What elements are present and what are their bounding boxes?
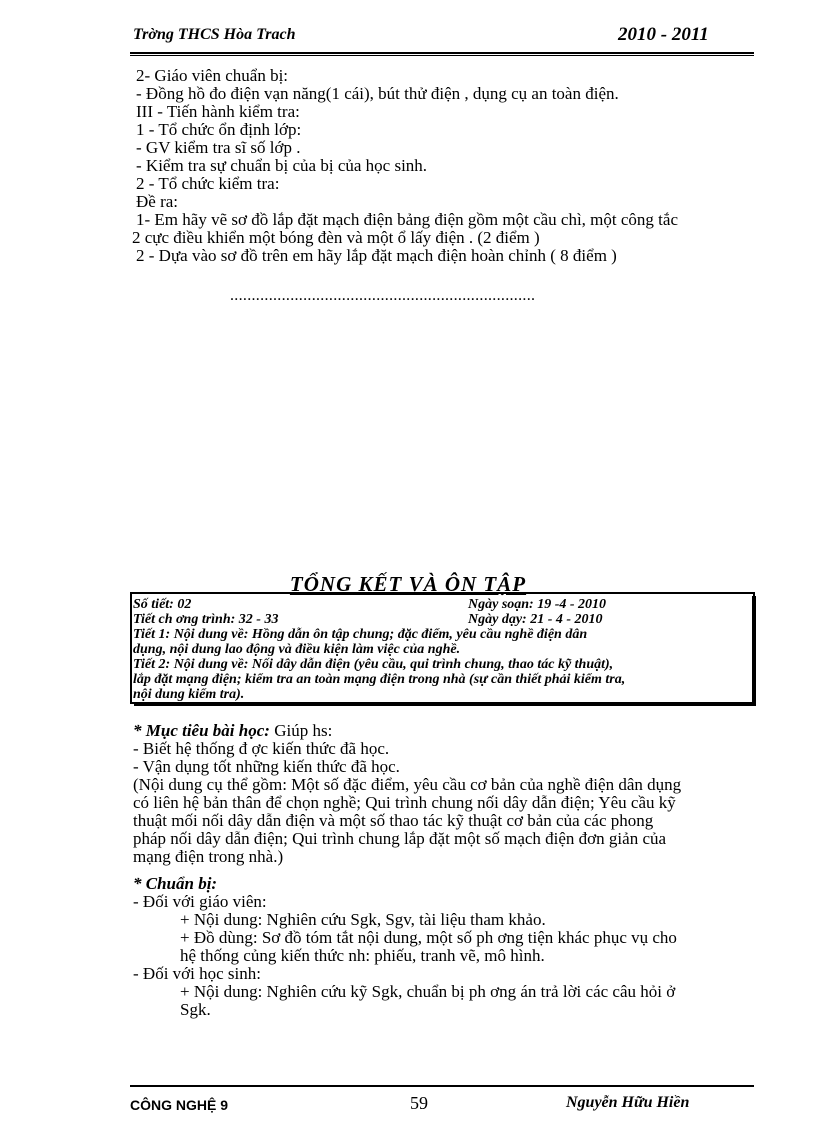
teacher-tools-1: + Đồ dùng: Sơ đồ tóm tắt nội dung, một số ph ơng tiện khác phục vụ cho bbox=[180, 928, 677, 947]
student-content-2: Sgk. bbox=[180, 1000, 211, 1019]
objective-line-4: có liên hệ bản thân để chọn nghề; Qui trình chung nối dây dẫn điện; Yêu cầu kỹ bbox=[133, 793, 676, 812]
tiet-chuong-trinh: Tiết ch ơng trình: 32 - 33 bbox=[133, 612, 279, 627]
objectives-heading-tail: Giúp hs: bbox=[269, 721, 333, 740]
tiet1-line-1: Tiết 1: Nội dung về: Hồng dẫn ôn tập chung; đặc điểm, yêu cầu nghề điện dân bbox=[133, 627, 588, 642]
ngay-day: Ngày dạy: 21 - 4 - 2010 bbox=[468, 612, 603, 627]
tiet2-line-3: nội dung kiểm tra). bbox=[133, 687, 245, 702]
objective-line-3: (Nội dung cụ thể gồm: Một số đặc điểm, yêu cầu cơ bản của nghề điện dân dụng bbox=[133, 775, 682, 794]
student-label: - Đối với học sinh: bbox=[133, 964, 261, 983]
teacher-content: + Nội dung: Nghiên cứu Sgk, Sgv, tài liệu tham khảo. bbox=[180, 910, 546, 929]
lesson-title: TỔNG KẾT VÀ ÔN TẬP bbox=[289, 572, 527, 596]
objectives-heading-line bbox=[133, 722, 332, 740]
ngay-soan: Ngày soạn: 19 -4 - 2010 bbox=[468, 597, 607, 612]
top-line-1: 2- Giáo viên chuẩn bị: bbox=[136, 66, 289, 85]
objective-line-1: - Biết hệ thống đ ợc kiến thức đã học. bbox=[133, 739, 390, 758]
tiet2-line-2: lắp đặt mạng điện; kiểm tra an toàn mạng điện trong nhà (sự cần thiết phải kiểm tra, bbox=[133, 672, 626, 687]
so-tiet: Số tiết: 02 bbox=[133, 597, 192, 612]
page-number: 59 bbox=[410, 1093, 428, 1113]
objective-line-6: pháp nối dây dẫn điện; Qui trình chung lắp đặt một số mạch điện đơn giản của bbox=[133, 829, 667, 848]
separator-dots: ....................................................................... bbox=[230, 287, 536, 304]
header-rule bbox=[130, 52, 754, 54]
top-line-2: - Đồng hồ đo điện vạn năng(1 cái), bút thử điện , dụng cụ an toàn điện. bbox=[136, 84, 619, 103]
tiet1-line-2: dụng, nội dung lao động và điều kiện làm việc của nghề. bbox=[133, 642, 461, 657]
top-line-7: 2 - Tổ chức kiểm tra: bbox=[136, 174, 280, 193]
top-line-6: - Kiểm tra sự chuẩn bị của bị của học sinh. bbox=[136, 156, 428, 175]
objective-line-7: mạng điện trong nhà.) bbox=[133, 847, 284, 866]
top-line-9: 1- Em hãy vẽ sơ đồ lắp đặt mạch điện bảng điện gồm một cầu chì, một công tắc bbox=[136, 210, 678, 229]
footer-author: Nguyễn Hữu Hiền bbox=[566, 1094, 690, 1111]
tiet2-line-1: Tiết 2: Nội dung về: Nối dây dẫn điện (yêu cầu, qui trình chung, thao tác kỹ thuật), bbox=[133, 657, 614, 672]
objective-line-2: - Vận dụng tốt những kiến thức đã học. bbox=[133, 757, 400, 776]
top-line-3: III - Tiến hành kiểm tra: bbox=[136, 102, 300, 121]
top-line-5: - GV kiểm tra sĩ số lớp . bbox=[136, 138, 301, 157]
header-rule-thin bbox=[130, 55, 754, 56]
footer-subject: CÔNG NGHỆ 9 bbox=[130, 1097, 229, 1113]
objective-line-5: thuật mối nối dây dẫn điện và một số thao tác kỹ thuật cơ bản của các phong bbox=[133, 811, 654, 830]
header-school: Trờng THCS Hòa Trach bbox=[133, 26, 296, 43]
objectives-heading: * Mục tiêu bài học: bbox=[133, 721, 270, 740]
teacher-tools-2: hệ thống củng kiến thức nh: phiếu, tranh vẽ, mô hình. bbox=[180, 946, 545, 965]
top-line-10: 2 cực điều khiển một bóng đèn và một ổ lấy điện . (2 điểm ) bbox=[132, 228, 540, 247]
footer-rule bbox=[130, 1085, 754, 1087]
preparation-heading: * Chuẩn bị: bbox=[133, 874, 218, 893]
top-line-11: 2 - Dựa vào sơ đồ trên em hãy lắp đặt mạch điện hoàn chỉnh ( 8 điểm ) bbox=[136, 246, 617, 265]
student-content-1: + Nội dung: Nghiên cứu kỹ Sgk, chuẩn bị ph ơng án trả lời các câu hỏi ở bbox=[180, 982, 676, 1001]
teacher-label: - Đối với giáo viên: bbox=[133, 892, 267, 911]
top-line-4: 1 - Tổ chức ổn định lớp: bbox=[136, 120, 302, 139]
header-year: 2010 - 2011 bbox=[618, 24, 709, 45]
top-line-8: Đề ra: bbox=[136, 192, 179, 211]
